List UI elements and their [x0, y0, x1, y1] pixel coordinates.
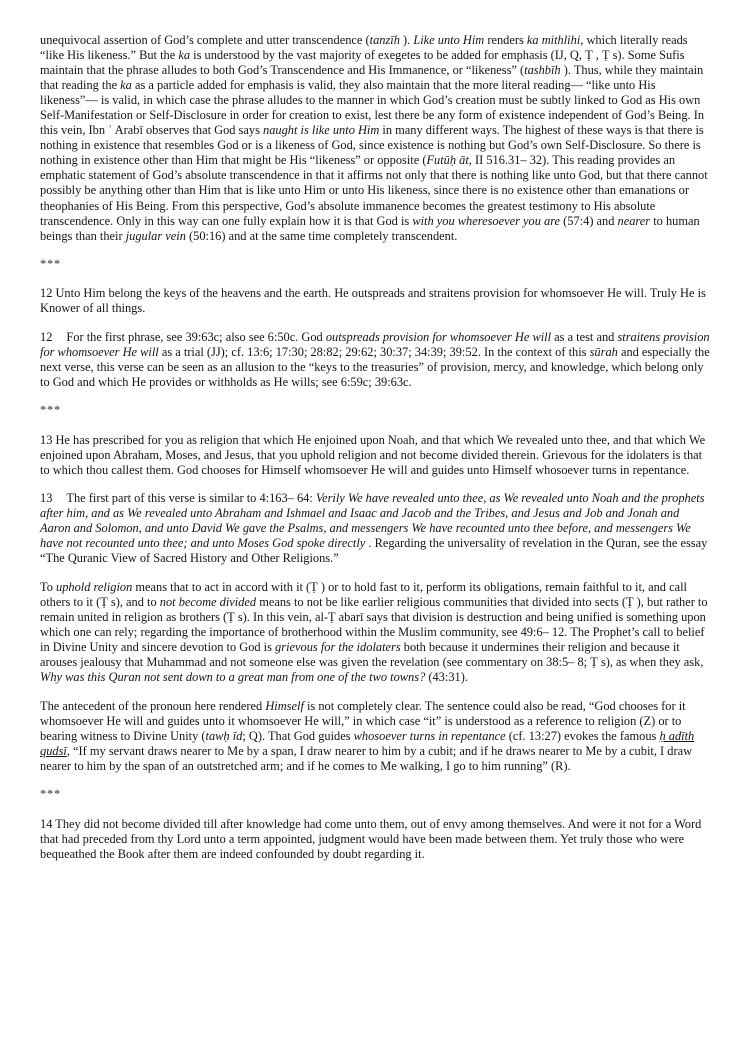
commentary-number: 12	[40, 329, 53, 344]
section-separator: ***	[40, 403, 61, 418]
commentary-13-3: The antecedent of the pronoun here rendered Himself is not completely clear. The sentence could also be read, “God chooses for it whomsoever He will and guides unto it whomsoever He will,” in which case “it” is understood as a reference to religion (Z) or to bearing witness to Divine Unity (tawḥ īd; Q). That God guides whosoever turns in repentance (cf. 13:27) evokes the famous ḥ adīth qudsī, “If my servant draws nearer to Me by a span, I draw nearer to him by a cubit; and if he draws nearer to Me by a cubit, I draw nearer to him by the span of an outstretched arm; and if he comes to Me walking, I go to him running” (R).	[40, 698, 695, 773]
section-separator: ***	[40, 787, 61, 802]
commentary-13-1: 13 The first part of this verse is similar to 4:163– 64: Verily We have revealed unto thee, as We revealed unto Noah and the prophets after him, and as We revealed unto Abraham and Ishmael and Isaac and Jacob and the Tribes, and Jesus and Job and Jonah and Aaron and Solomon, and unto David We gave the Psalms, and messengers We have recounted unto thee before, and messengers We have not recounted unto thee; and unto Moses God spoke directly . Regarding the universality of revelation in the Quran, see the essay “The Quranic View of Sacred History and Other Religions.”	[40, 491, 708, 566]
verse-text-12: 12 Unto Him belong the keys of the heavens and the earth. He outspreads and straitens provision for whomsoever He will. Truly He is Knower of all things.	[40, 286, 706, 316]
commentary-12-1: 12 For the first phrase, see 39:63c; also see 6:50c. God outspreads provision for whomsoever He will as a test and straitens provision for whomsoever He will as a trial (JJ); cf. 13:6; 17:30; 28:82; 29:62; 30:37; 34:39; 39:52. In the context of this sūrah and especially the next verse, this verse can be seen as an allusion to the “keys to the treasuries” of provision, mercy, and knowledge, which belong only to God and which He provides or withholds as He wills; see 6:59c; 39:63c.	[40, 329, 710, 389]
commentary-13-2: To uphold religion means that to act in accord with it (Ṭ ) or to hold fast to it, perform its obligations, remain faithful to it, and call others to it (Ṭ s), and to not become divided means to not be like earlier religious communities that divided into sects (Ṭ ), but rather to remain united in religion as brothers (Ṭ s). In this vein, al-Ṭ abarī says that division is destruction and being unified is something upon which one can rely; regarding the importance of brotherhood within the Muslim community, see 49:6– 12. The Prophet’s call to belief in Divine Unity and sincere devotion to God is grievous for the idolaters both because it undermines their religion and because it arouses jealousy that Muhammad and not someone else was given the revelation (see commentary on 38:5– 8; Ṭ s), as when they ask, Why was this Quran not sent down to a great man from one of the two towns? (43:31).	[40, 579, 708, 685]
verse-text-14: 14 They did not become divided till after knowledge had come unto them, out of envy among themselves. And were it not for a Word that had preceded from thy Lord unto a term appointed, judgment would have been made between them. Yet truly those who were bequeathed the Book after them are indeed confounded by doubt regarding it.	[40, 816, 702, 861]
transcendence-commentary-continued: unequivocal assertion of God’s complete and utter transcendence (tanzīh ). Like unto Him renders ka mithlihi, which literally reads “like His likeness.” But the ka is understood by the vast majority of exegetes to be added for emphasis (IJ, Q, Ṭ , Ṭ s). Some Sufis maintain that the phrase alludes to both God’s Transcendence and His Immanence, or “likeness” (tashbīh ). Thus, while they maintain that reading the ka as a particle added for emphasis is valid, they also maintain that the more literal reading— “like unto His likeness”— is valid, in which case the phrase alludes to the manner in which God’s creation must be subtly linked to God as His own Self-Manifestation or Self-Disclosure in order for creation to exist, lest there be any form of existence independent of God’s Being. In this vein, Ibn ʿ Arabī observes that God says naught is like unto Him in many different ways. The highest of these ways is that there is nothing in existence that resembles God or is a likeness of God, since existence is nothing but God’s own Self-Disclosure. So there is nothing in existence other than Him that might be His “likeness” or opposite (Futūḥ āt, II 516.31– 32). This reading provides an emphatic statement of God’s absolute transcendence in that it affirms not only that there is nothing like unto God, but that there cannot possibly be anything other than Him that is like unto Him or unto His likeness, since there is no existence other than emanations or theophanies of His Being. From this perspective, God’s absolute immanence becomes the greatest testimony to His absolute transcendence. Only in this way can one fully explain how it is that God is with you wheresoever you are (57:4) and nearer to human beings than their jugular vein (50:16) and at the same time completely transcendent.	[40, 33, 708, 243]
page-text-column	[40, 33, 710, 862]
verse-text-13: 13 He has prescribed for you as religion that which He enjoined upon Noah, and that which We revealed unto thee, and that which We enjoined upon Abraham, Moses, and Jesus, that you uphold religion and not become divided therein. Grievous for the idolaters is that to which thou callest them. God chooses for Himself whomsoever He will and guides unto Himself whosoever turns in repentance.	[40, 432, 706, 477]
section-separator: ***	[40, 257, 61, 272]
commentary-number: 13	[40, 491, 53, 506]
